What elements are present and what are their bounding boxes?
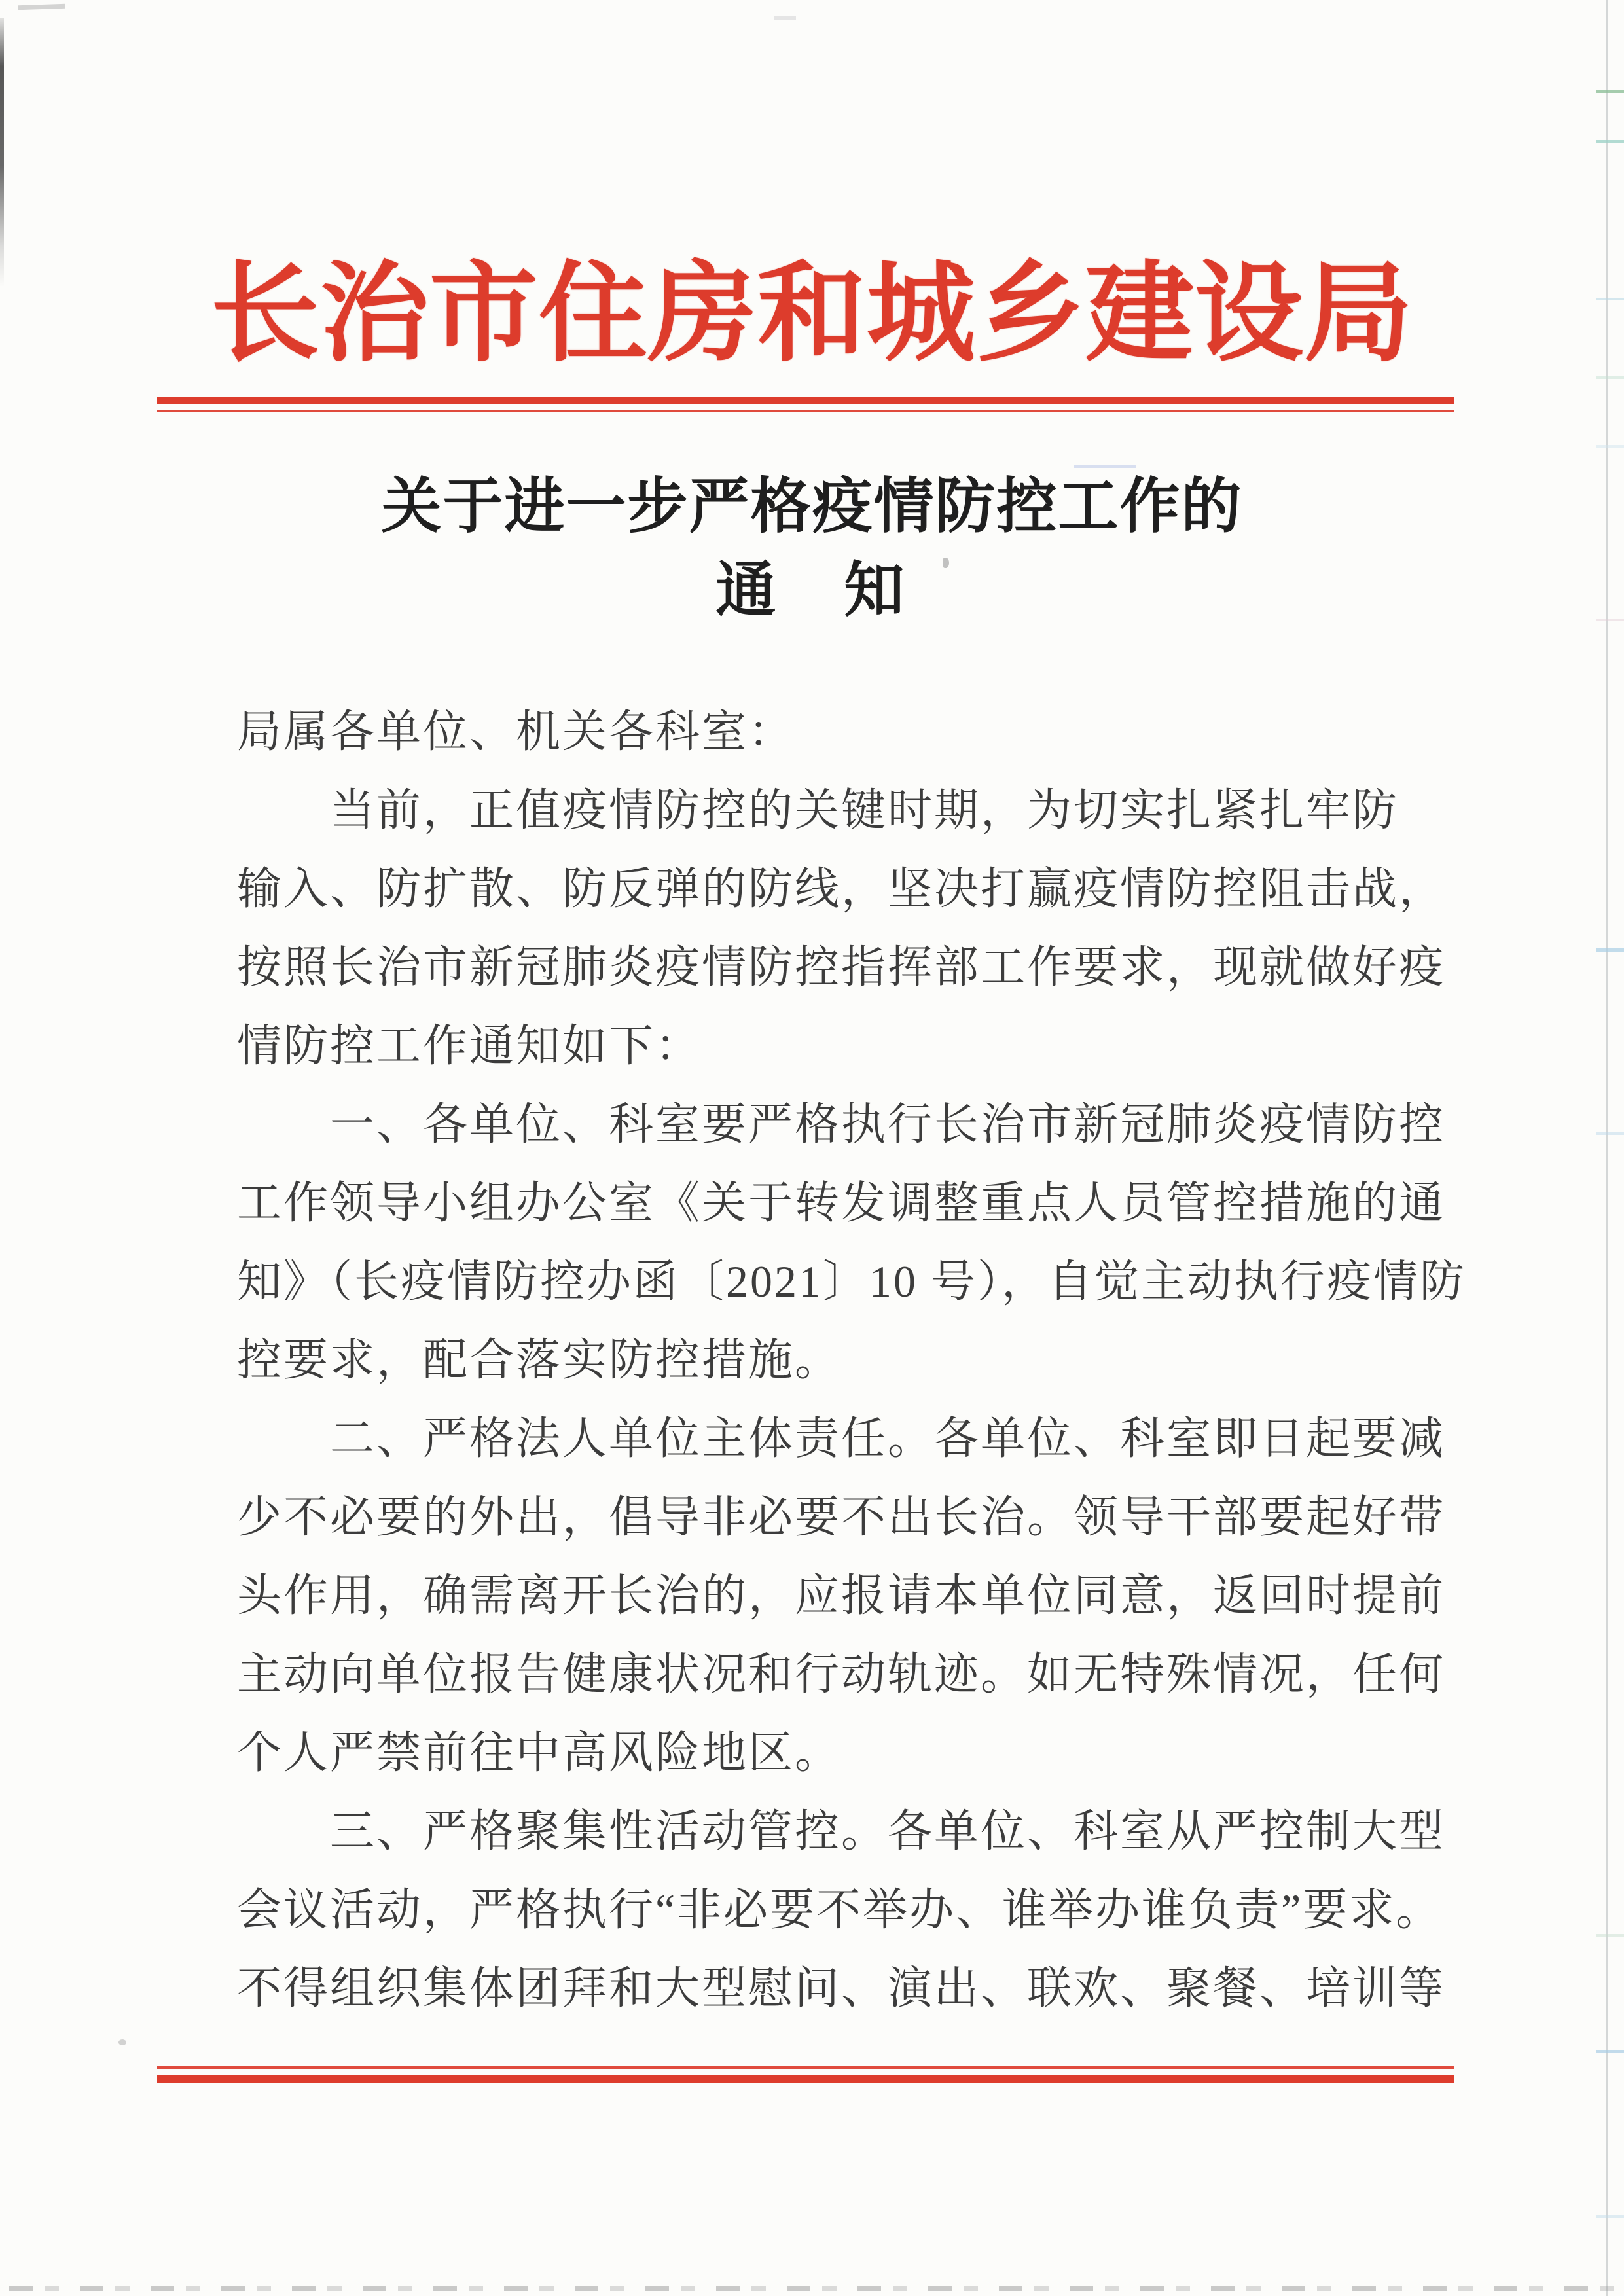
document-title-line1: 关于进一步严格疫情防控工作的 xyxy=(381,473,1243,540)
body-line: 情防控工作通知如下： xyxy=(237,1021,702,1071)
body-line: 头作用，确需离开长治的，应报请本单位同意，返回时提前 xyxy=(237,1571,1446,1621)
body-line: 一、各单位、科室要严格执行长治市新冠肺炎疫情防控 xyxy=(237,1100,1446,1149)
scan-tick xyxy=(1596,2050,1624,2053)
body-line: 当前，正值疫情防控的关键时期，为切实扎紧扎牢防 xyxy=(237,785,1399,835)
body-line: 输入、防扩散、防反弹的防线，坚决打赢疫情防控阻击战， xyxy=(237,864,1446,914)
scan-tick xyxy=(1596,619,1624,621)
document-title-line2: 通 知 xyxy=(715,557,909,624)
scan-tick xyxy=(1596,1132,1624,1135)
scan-speck xyxy=(943,558,949,568)
scan-dash-blue xyxy=(1074,465,1136,468)
scan-speck xyxy=(118,2039,126,2045)
footer-rule-thick xyxy=(157,2075,1454,2083)
body-line: 主动向单位报告健康状况和行动轨迹。如无特殊情况，任何 xyxy=(237,1649,1446,1699)
body-line: 不得组织集体团拜和大型慰问、演出、联欢、聚餐、培训等 xyxy=(237,1964,1446,2013)
footer-rule-thin xyxy=(157,2066,1454,2069)
scan-tick xyxy=(1596,1934,1624,1937)
body-line: 工作领导小组办公室《关于转发调整重点人员管控措施的通 xyxy=(237,1178,1446,1228)
body-line: 少不必要的外出，倡导非必要不出长治。领导干部要起好带 xyxy=(237,1492,1446,1542)
scan-streak-left-edge xyxy=(0,18,4,287)
letterhead-rule-thin xyxy=(157,410,1454,412)
body-line: 知》（长疫情防控办函〔2021〕10 号），自觉主动执行疫情防 xyxy=(237,1257,1467,1306)
document-body xyxy=(237,692,1467,2028)
scan-dashes-bottom-edge xyxy=(9,2286,1614,2291)
body-line: 个人严禁前往中高风险地区。 xyxy=(237,1728,842,1778)
body-line: 三、严格聚集性活动管控。各单位、科室从严控制大型 xyxy=(237,1806,1446,1856)
body-line: 会议活动，严格执行“非必要不举办、谁举办谁负责”要求。 xyxy=(237,1885,1443,1935)
scan-tick xyxy=(1596,376,1624,379)
scan-tick xyxy=(1596,140,1624,143)
scan-tick xyxy=(1596,2215,1624,2218)
scan-tick xyxy=(1596,445,1624,448)
body-line: 按照长治市新冠肺炎疫情防控指挥部工作要求，现就做好疫 xyxy=(237,942,1446,992)
scan-tick xyxy=(1596,298,1624,300)
letterhead-org-name: 长治市住房和城乡建设局 xyxy=(211,254,1413,374)
scan-tick xyxy=(1596,948,1624,952)
letterhead-rule-thick xyxy=(157,397,1454,404)
body-line: 控要求，配合落实防控措施。 xyxy=(237,1335,842,1385)
scan-line-right-edge xyxy=(1606,0,1608,2296)
scan-dash-top-center xyxy=(774,16,796,20)
scan-tick xyxy=(1596,90,1624,93)
body-line: 二、严格法人单位主体责任。各单位、科室即日起要减 xyxy=(237,1414,1446,1463)
salutation: 局属各单位、机关各科室： xyxy=(237,707,795,757)
scan-dash-top-left xyxy=(18,4,65,10)
